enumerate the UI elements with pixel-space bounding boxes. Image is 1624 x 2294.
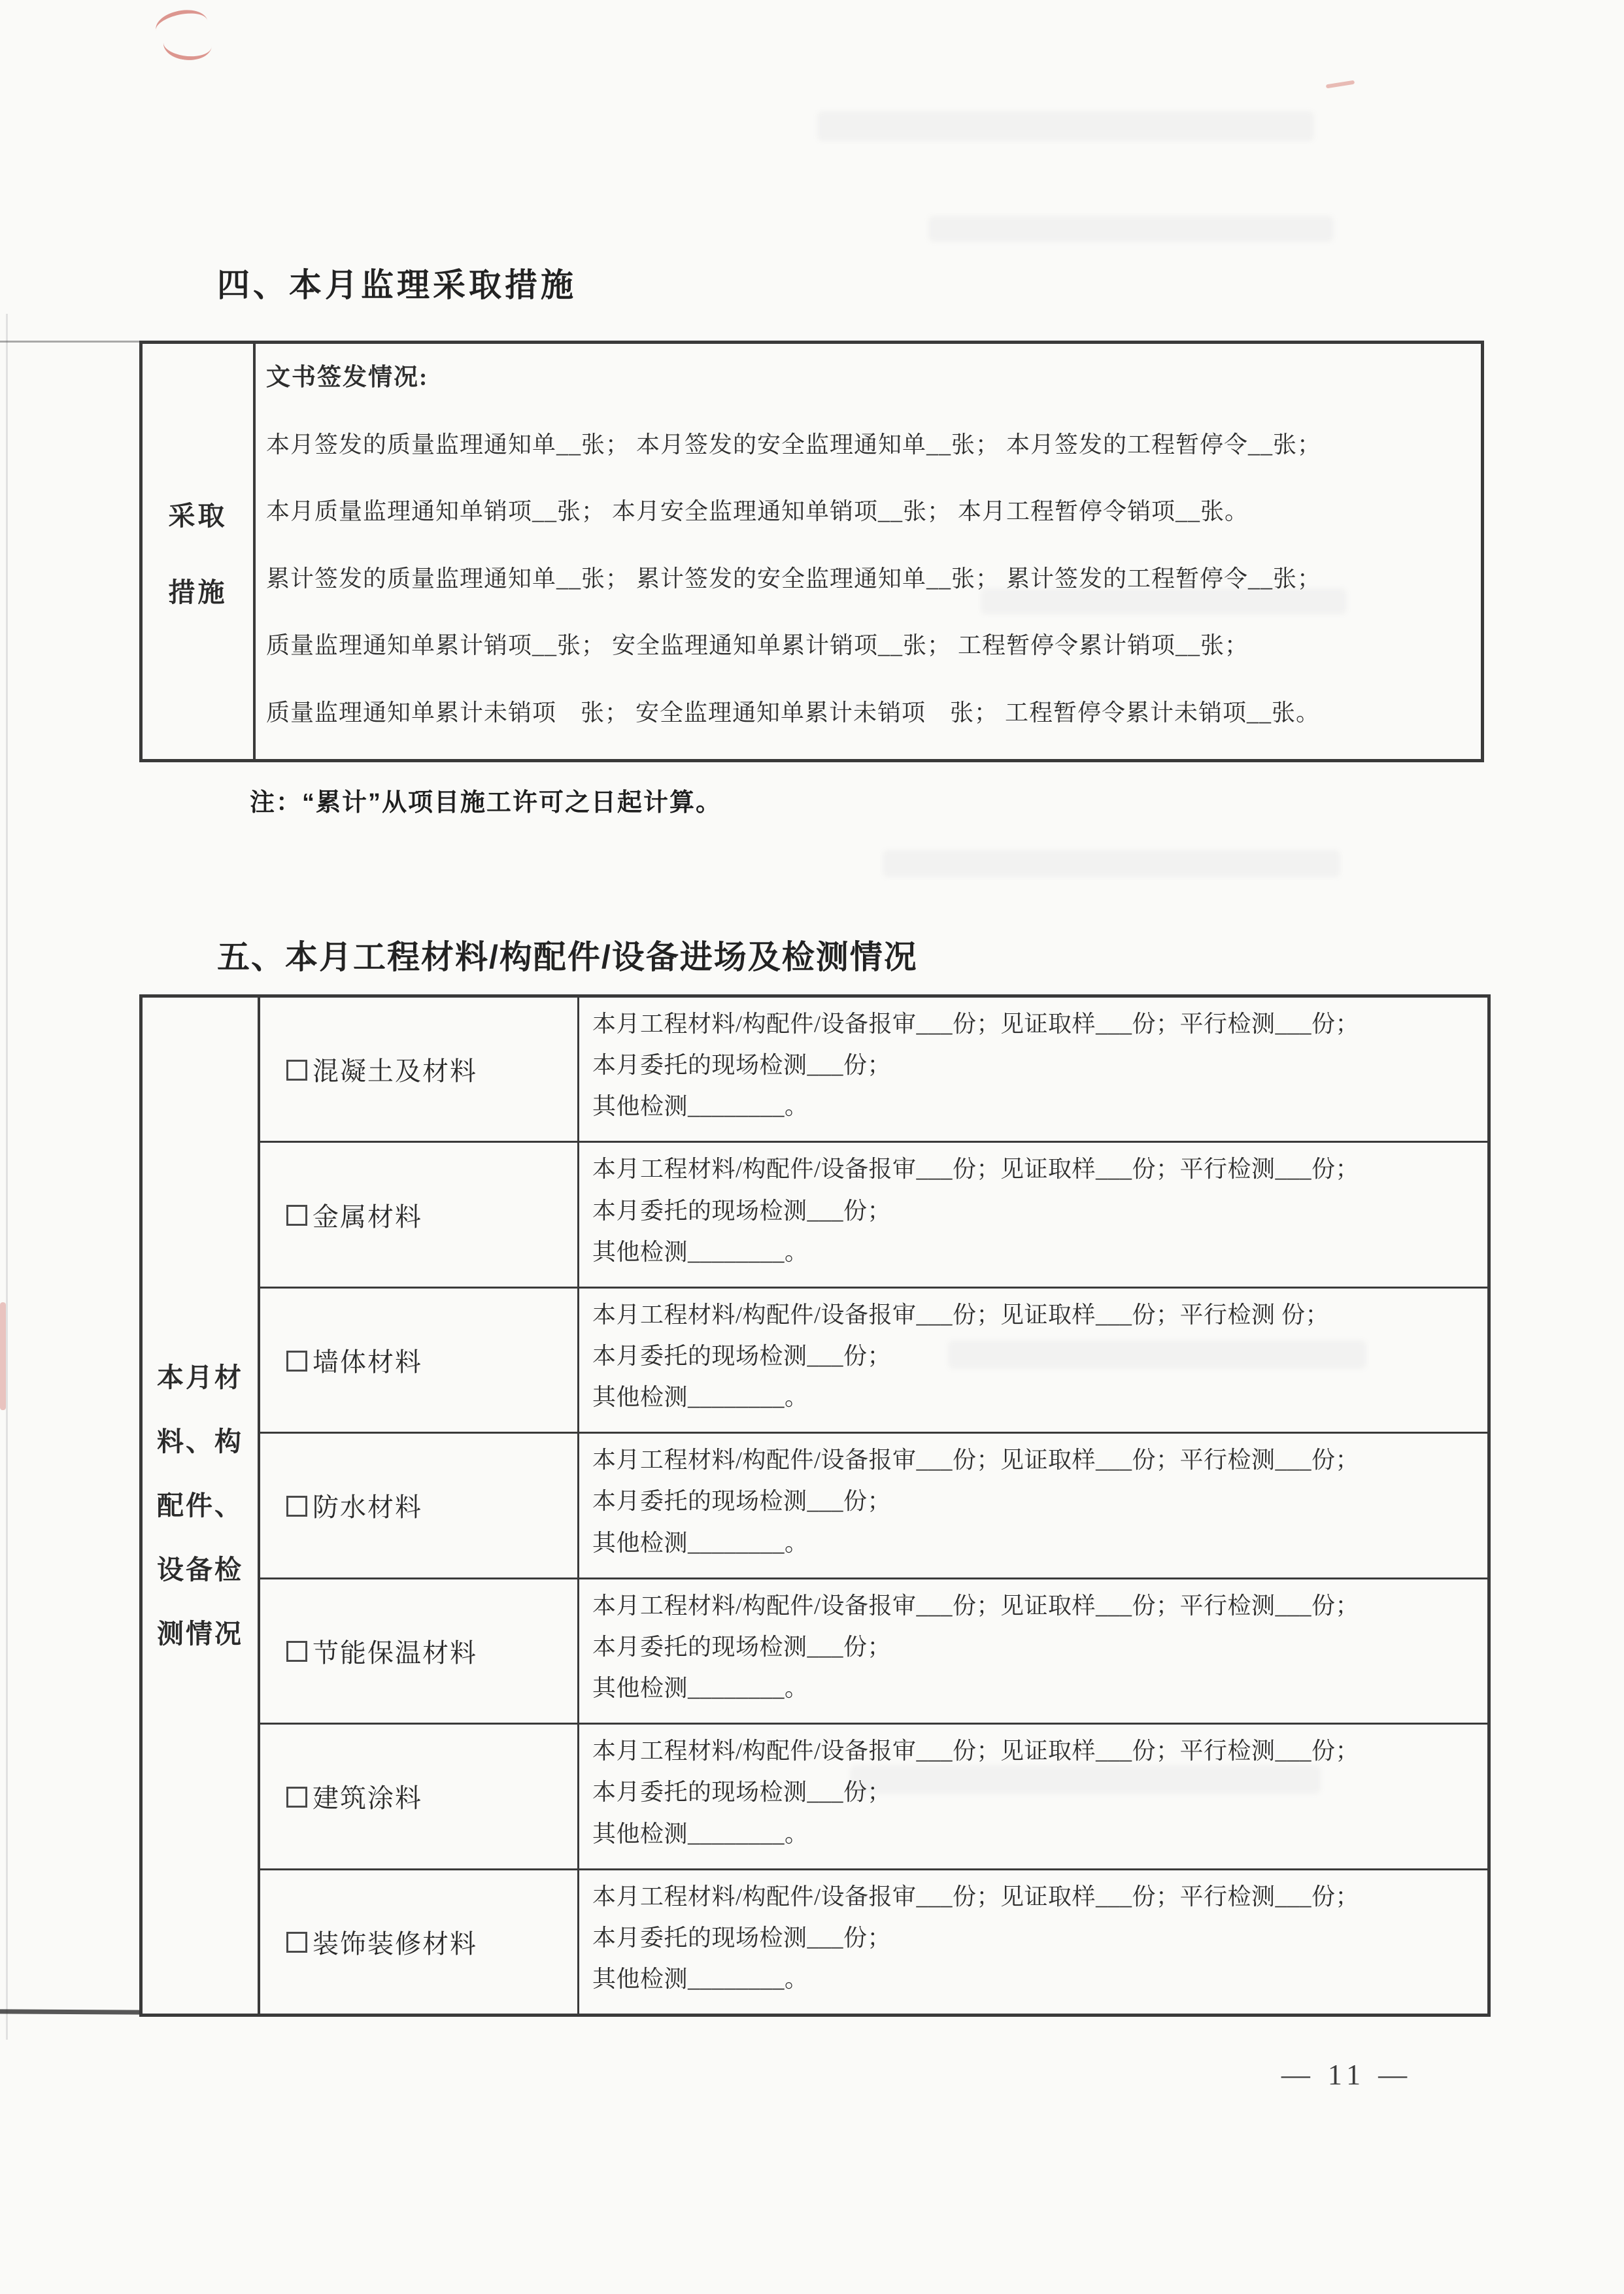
entrusted-test-line: 本月委托的现场检测___份； bbox=[592, 1197, 892, 1224]
other-test-line: 其他检测________。 bbox=[592, 1820, 809, 1847]
scan-line-artifact bbox=[0, 2009, 143, 2014]
entrusted-test-line: 本月委托的现场检测___份； bbox=[592, 1343, 892, 1370]
measures-line-monthly-issued: 本月签发的质量监理通知单__张； 本月签发的安全监理通知单__张； 本月签发的工程暂停令__张； bbox=[266, 431, 1322, 458]
measures-row-header bbox=[143, 344, 256, 759]
scan-bleedthrough-artifact bbox=[817, 111, 1314, 141]
inspection-cell bbox=[579, 1143, 1487, 1286]
material-checkbox bbox=[286, 1932, 307, 1953]
measures-line-cumulative-closed: 质量监理通知单累计销项__张； 安全监理通知单累计销项__张； 工程暂停令累计销项__张； bbox=[266, 632, 1249, 659]
materials-row-header-line: 设备检 bbox=[157, 1555, 243, 1585]
other-test-line: 其他检测________。 bbox=[592, 1529, 809, 1556]
report-line: 本月工程材料/构配件/设备报审___份；见证取样___份；平行检测___份； bbox=[592, 1011, 1360, 1037]
material-checkbox bbox=[286, 1205, 307, 1226]
inspection-cell bbox=[579, 1289, 1487, 1432]
section-5-heading: 五、本月工程材料/构配件/设备进场及检测情况 bbox=[217, 939, 918, 975]
material-row-coating bbox=[260, 1723, 1487, 1868]
materials-rows bbox=[260, 998, 1487, 2014]
cumulative-note: 注：“累计”从项目施工许可之日起计算。 bbox=[250, 789, 722, 817]
inspection-cell bbox=[579, 1725, 1487, 1868]
material-cell bbox=[260, 1579, 579, 1723]
material-checkbox bbox=[286, 1641, 307, 1662]
entrusted-test-line: 本月委托的现场检测___份； bbox=[592, 1779, 892, 1806]
measures-content-cell bbox=[256, 344, 1481, 759]
material-label: 建筑涂料 bbox=[313, 1783, 422, 1813]
report-line: 本月工程材料/构配件/设备报审___份；见证取样___份；平行检测___份； bbox=[592, 1592, 1360, 1619]
other-test-line: 其他检测________。 bbox=[592, 1675, 809, 1702]
red-pen-mark bbox=[1326, 80, 1355, 89]
material-row-concrete bbox=[260, 998, 1487, 1141]
materials-row-header-line: 配件、 bbox=[157, 1491, 243, 1521]
other-test-line: 其他检测________。 bbox=[592, 1965, 809, 1992]
red-pen-mark bbox=[0, 1302, 6, 1410]
material-cell bbox=[260, 1289, 579, 1432]
material-checkbox bbox=[286, 1496, 307, 1517]
material-row-waterproof bbox=[260, 1432, 1487, 1577]
material-cell bbox=[260, 1434, 579, 1577]
inspection-cell bbox=[579, 998, 1487, 1141]
material-checkbox bbox=[286, 1351, 307, 1372]
materials-row-header bbox=[143, 998, 260, 2014]
doc-issuance-title: 文书签发情况: bbox=[266, 364, 429, 391]
measures-row-header-line: 采取 bbox=[168, 500, 228, 531]
material-label: 金属材料 bbox=[313, 1202, 422, 1232]
material-row-metal bbox=[260, 1141, 1487, 1286]
material-cell bbox=[260, 1870, 579, 2014]
page-number: — 11 — bbox=[1281, 2059, 1413, 2091]
other-test-line: 其他检测________。 bbox=[592, 1238, 809, 1265]
report-line: 本月工程材料/构配件/设备报审___份；见证取样___份；平行检测___份； bbox=[592, 1883, 1360, 1910]
materials-inspection-table bbox=[139, 994, 1491, 2017]
entrusted-test-line: 本月委托的现场检测___份； bbox=[592, 1924, 892, 1951]
section-4-heading: 四、本月监理采取措施 bbox=[217, 267, 577, 303]
measures-row-header-line: 措施 bbox=[168, 577, 228, 607]
material-label: 节能保温材料 bbox=[313, 1638, 477, 1668]
material-row-wall bbox=[260, 1287, 1487, 1432]
material-label: 防水材料 bbox=[313, 1493, 422, 1523]
measures-line-cumulative-issued: 累计签发的质量监理通知单__张； 累计签发的安全监理通知单__张； 累计签发的工程暂停令__张； bbox=[266, 565, 1322, 592]
scan-bleedthrough-artifact bbox=[928, 216, 1334, 242]
other-test-line: 其他检测________。 bbox=[592, 1093, 809, 1120]
scan-bleedthrough-artifact bbox=[883, 850, 1340, 877]
measures-table bbox=[139, 341, 1484, 762]
measures-line-monthly-closed: 本月质量监理通知单销项__张； 本月安全监理通知单销项__张； 本月工程暂停令销项__张。 bbox=[266, 498, 1249, 525]
material-cell bbox=[260, 1725, 579, 1868]
other-test-line: 其他检测________。 bbox=[592, 1384, 809, 1411]
page-fold-artifact bbox=[6, 314, 8, 2040]
material-label: 装饰装修材料 bbox=[313, 1929, 477, 1959]
materials-row-header-line: 本月材 bbox=[157, 1362, 243, 1392]
material-row-decoration bbox=[260, 1868, 1487, 2014]
materials-row-header-line: 测情况 bbox=[157, 1619, 243, 1649]
inspection-cell bbox=[579, 1579, 1487, 1723]
material-label: 混凝土及材料 bbox=[313, 1056, 477, 1087]
entrusted-test-line: 本月委托的现场检测___份； bbox=[592, 1488, 892, 1515]
material-checkbox bbox=[286, 1060, 307, 1081]
measures-line-cumulative-open: 质量监理通知单累计未销项 张； 安全监理通知单累计未销项 张； 工程暂停令累计未销项__张。 bbox=[266, 699, 1321, 726]
report-line: 本月工程材料/构配件/设备报审___份；见证取样___份；平行检测___份； bbox=[592, 1738, 1360, 1764]
material-label: 墙体材料 bbox=[313, 1347, 422, 1377]
material-checkbox bbox=[286, 1787, 307, 1808]
scan-line-artifact bbox=[0, 341, 140, 343]
report-line: 本月工程材料/构配件/设备报审___份；见证取样___份；平行检测___份； bbox=[592, 1156, 1360, 1183]
red-pen-mark bbox=[152, 7, 220, 62]
material-cell bbox=[260, 1143, 579, 1286]
entrusted-test-line: 本月委托的现场检测___份； bbox=[592, 1052, 892, 1079]
report-line: 本月工程材料/构配件/设备报审___份；见证取样___份；平行检测 份； bbox=[592, 1301, 1330, 1328]
report-line: 本月工程材料/构配件/设备报审___份；见证取样___份；平行检测___份； bbox=[592, 1447, 1360, 1474]
entrusted-test-line: 本月委托的现场检测___份； bbox=[592, 1633, 892, 1660]
materials-row-header-line: 料、构 bbox=[157, 1426, 243, 1457]
material-row-insulation bbox=[260, 1577, 1487, 1723]
inspection-cell bbox=[579, 1434, 1487, 1577]
material-cell bbox=[260, 998, 579, 1141]
inspection-cell bbox=[579, 1870, 1487, 2014]
